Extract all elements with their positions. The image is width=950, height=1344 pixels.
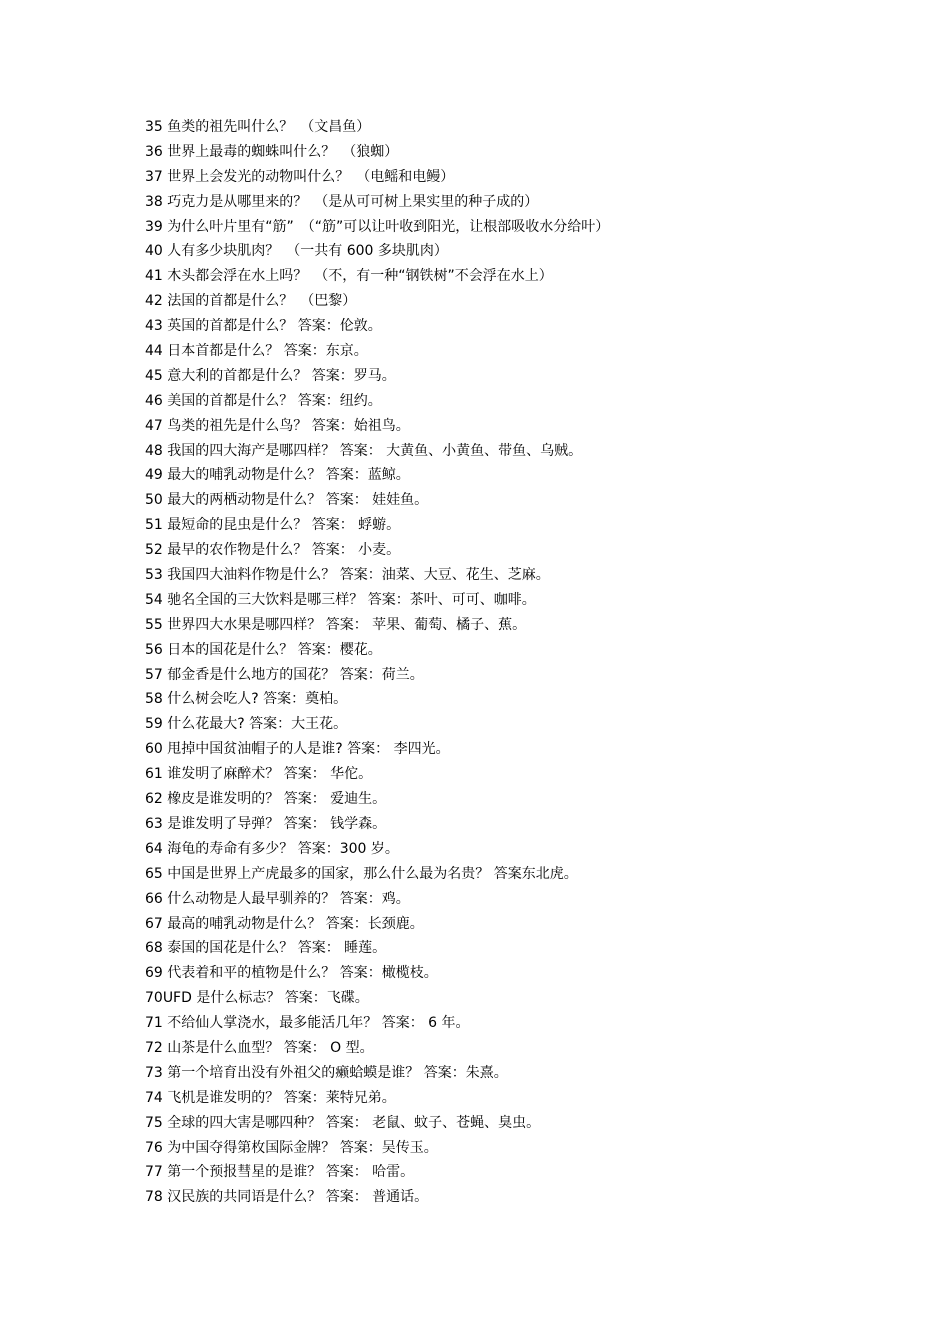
question-line: 51 最短命的昆虫是什么？ 答案： 蜉蝣。 [145,517,401,534]
question-line: 72 山茶是什么血型？ 答案： O 型。 [145,1039,374,1056]
question-list [145,115,925,1210]
question-line: 65 中国是世界上产虎最多的国家，那么什么最为名贵？ 答案东北虎。 [145,865,578,882]
question-line: 46 美国的首都是什么？ 答案：纽约。 [145,392,382,409]
question-line: 59 什么花最大? 答案：大王花。 [145,716,348,733]
question-line: 62 橡皮是谁发明的？ 答案： 爱迪生。 [145,791,387,808]
question-line: 52 最早的农作物是什么？ 答案： 小麦。 [145,542,401,559]
question-line: 50 最大的两栖动物是什么？ 答案： 娃娃鱼。 [145,492,429,509]
question-line: 74 飞机是谁发明的？ 答案：莱特兄弟。 [145,1089,396,1106]
question-line: 58 什么树会吃人? 答案：奠柏。 [145,691,348,708]
question-line: 73 第一个培育出没有外祖父的癞蛤蟆是谁？ 答案：朱熹。 [145,1064,508,1081]
question-line: 43 英国的首都是什么？ 答案：伦敦。 [145,318,382,335]
question-line: 68 泰国的国花是什么？ 答案： 睡莲。 [145,940,387,957]
question-line: 42 法国的首都是什么？ （巴黎） [145,293,357,310]
question-line: 66 什么动物是人最早驯养的？ 答案：鸡。 [145,890,410,907]
question-line: 45 意大利的首都是什么？ 答案：罗马。 [145,367,396,384]
question-line: 78 汉民族的共同语是什么？ 答案： 普通话。 [145,1189,429,1206]
question-line: 64 海龟的寿命有多少？ 答案：300 岁。 [145,840,399,857]
question-line: 44 日本首都是什么？ 答案：东京。 [145,343,368,360]
question-line: 37 世界上会发光的动物叫什么？ （电鳐和电鳗） [145,168,455,185]
question-line: 47 鸟类的祖先是什么鸟？ 答案：始祖鸟。 [145,417,410,434]
question-line: 63 是谁发明了导弹？ 答案： 钱学森。 [145,815,387,832]
question-line: 57 郁金香是什么地方的国花？ 答案：荷兰。 [145,666,424,683]
question-line: 41 木头都会浮在水上吗？ （不，有一种“钢铁树”不会浮在水上） [145,268,553,285]
question-line: 55 世界四大水果是哪四样？ 答案： 苹果、葡萄、橘子、蕉。 [145,616,527,633]
question-line: 67 最高的哺乳动物是什么？ 答案：长颈鹿。 [145,915,424,932]
question-line: 38 巧克力是从哪里来的？ （是从可可树上果实里的种子成的） [145,193,539,210]
question-line: 71 不给仙人掌浇水，最多能活几年？ 答案： 6 年。 [145,1015,470,1032]
question-line: 61 谁发明了麻醉术？ 答案： 华佗。 [145,766,373,783]
question-line: 48 我国的四大海产是哪四样？ 答案： 大黄鱼、小黄鱼、带鱼、乌贼。 [145,442,583,459]
question-line: 75 全球的四大害是哪四种？ 答案： 老鼠、蚊子、苍蝇、臭虫。 [145,1114,541,1131]
question-line: 40 人有多少块肌肉？ （一共有 600 多块肌肉） [145,243,448,260]
question-line: 76 为中国夺得第枚国际金牌？ 答案：吴传玉。 [145,1139,438,1156]
question-line: 56 日本的国花是什么？ 答案：樱花。 [145,641,382,658]
question-line: 77 第一个预报彗星的是谁？ 答案： 哈雷。 [145,1164,415,1181]
question-line: 70UFD 是什么标志？ 答案：飞碟。 [145,990,369,1007]
question-line: 36 世界上最毒的蜘蛛叫什么？ （狼蜘） [145,143,399,160]
question-line: 39 为什么叶片里有“筋” （“筋”可以让叶收到阳光，让根部吸收水分给叶） [145,218,610,235]
question-line: 69 代表着和平的植物是什么？ 答案：橄榄枝。 [145,965,438,982]
question-line: 35 鱼类的祖先叫什么？ （文昌鱼） [145,119,371,135]
question-line: 49 最大的哺乳动物是什么？ 答案：蓝鲸。 [145,467,410,484]
question-line: 53 我国四大油料作物是什么？ 答案：油菜、大豆、花生、芝麻。 [145,567,550,584]
question-line: 54 驰名全国的三大饮料是哪三样？ 答案：茶叶、可可、咖啡。 [145,591,536,608]
question-line: 60 甩掉中国贫油帽子的人是谁? 答案： 李四光。 [145,741,450,758]
